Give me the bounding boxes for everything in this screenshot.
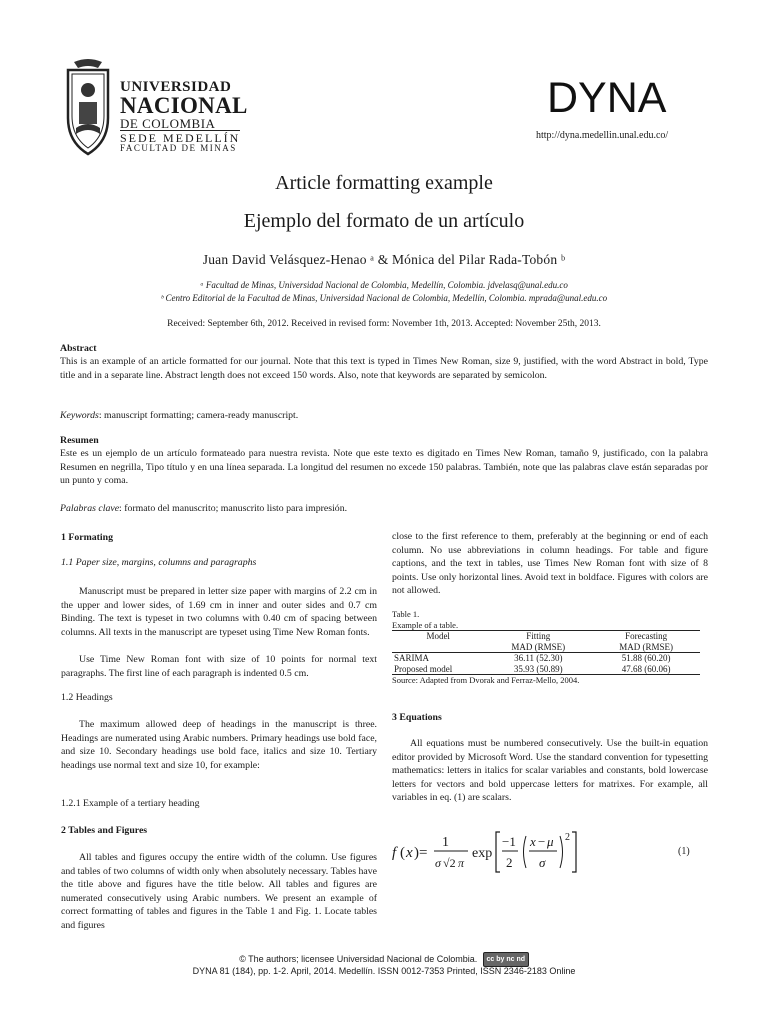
table-subheader: MAD (RMSE) <box>619 641 673 652</box>
table-cell: 51.88 (60.20) <box>621 653 671 663</box>
university-name-line2: NACIONAL <box>120 93 248 118</box>
abstract-keywords <box>60 409 708 423</box>
right-paragraph-1: close to the first reference to them, preferably at the beginning or end of each column. No use abbreviations in column headings. For table and figure captions, and the text in tables, use Times New Roman font with size of 8 points. Use only horizontal lines. Avoid text in boldface. Figures with colors are not allowed. <box>392 531 708 596</box>
svg-text:x: x <box>530 834 536 849</box>
university-logo <box>62 58 248 158</box>
section1-2-heading: 1.2 Headings <box>61 692 113 703</box>
data-table <box>392 630 700 675</box>
left-paragraph-3: The maximum allowed deep of headings in the manuscript is three. Headings are numerated using Arabic numbers. Primary headings use bold face, and size 10. Secondary headings use bold face, italics and size 10. Tertiary headings use normal text and size 10, for example: <box>61 719 377 771</box>
svg-text:x: x <box>406 845 413 861</box>
university-name-line1: UNIVERSIDAD <box>120 79 232 95</box>
table-1 <box>392 609 708 686</box>
equation-1 <box>390 826 630 876</box>
table-header-fitting: Fitting <box>526 631 551 641</box>
right-paragraph-2: All equations must be numbered consecutively. Use the built-in equation editor provided by Microsoft Word. Use the standard convention for typesetting mathematics: letters in italics for scalar variables and constants, bold lowercase letters for vectors and bold uppercase letters for matrixes. For example, all variables in eq. (1) are scalars. <box>392 738 708 803</box>
resumen-keywords <box>60 502 708 516</box>
left-paragraph-2: Use Time New Roman font with size of 10 points for normal text paragraphs. The first line of each paragraph is indented 0.5 cm. <box>61 654 377 679</box>
palabras-clave-label: Palabras clave <box>60 503 120 514</box>
footer-copyright <box>0 952 768 967</box>
svg-text:σ: σ <box>435 856 441 870</box>
keywords-label: Keywords <box>60 410 99 421</box>
journal-url[interactable]: http://dyna.medellin.unal.edu.co/ <box>536 130 669 141</box>
svg-text:π: π <box>458 856 465 870</box>
table-label: Table 1. <box>392 609 420 619</box>
table-cell: 35.93 (50.89) <box>513 663 563 674</box>
article-title-es: Ejemplo del formato de un artículo <box>243 210 525 232</box>
svg-text:μ: μ <box>547 834 554 849</box>
equation-number: (1) <box>678 846 690 857</box>
cc-license-badge-icon: cc by nc nd <box>483 952 529 967</box>
palabras-clave-text: : formato del manuscrito; manuscrito listo para impresión. <box>119 503 348 514</box>
svg-text:exp: exp <box>472 846 493 861</box>
svg-text:(: ( <box>400 845 405 861</box>
svg-text:)=: )= <box>414 845 428 861</box>
article-title-en: Article formatting example <box>275 172 493 194</box>
received-dates: Received: September 6th, 2012. Received in revised form: November 1th, 2013. Accepted: November 25th, 2013. <box>167 319 601 329</box>
table-subheader <box>392 642 484 653</box>
table-cell: SARIMA <box>394 653 430 663</box>
article-authors: Juan David Velásquez-Henao ᵃ & Mónica del Pilar Rada-Tobón ᵇ <box>202 252 566 267</box>
svg-text:−1: −1 <box>502 834 516 849</box>
table-subheader: MAD (RMSE) <box>511 641 566 652</box>
university-crest-icon <box>62 58 114 158</box>
svg-text:√2: √2 <box>443 856 456 870</box>
table-source: Source: Adapted from Dvorak and Ferraz-Mello, 2004. <box>392 675 580 685</box>
abstract-heading: Abstract <box>60 343 97 354</box>
university-campus: SEDE MEDELLÍN <box>120 131 241 145</box>
university-name-line3: DE COLOMBIA <box>120 116 216 131</box>
table-caption: Example of a table. <box>392 619 459 630</box>
section2-heading: 2 Tables and Figures <box>61 825 148 836</box>
affiliation-a: ᵃ Facultad de Minas, Universidad Nacional de Colombia, Medellín, Colombia. jdvelasq@unal.edu.co <box>200 280 568 290</box>
svg-text:−: − <box>538 834 546 849</box>
journal-name: DYNA <box>547 74 667 122</box>
section1-1-heading: 1.1 Paper size, margins, columns and paragraphs <box>61 557 257 568</box>
table-row <box>392 664 700 675</box>
table-cell: 36.11 (52.30) <box>514 653 563 663</box>
svg-text:2: 2 <box>565 832 570 843</box>
keywords-text: : manuscript formatting; camera-ready manuscript. <box>98 410 299 421</box>
abstract-text: This is an example of an article formatted for our journal. Note that this text is typed in Times New Roman, size 9, justified, with the word Abstract in bold, Type title and in a separate line. Abstract length does not exceed 150 words. Also, note that keywords are separated by semicolon. <box>60 356 708 381</box>
svg-text:1: 1 <box>442 835 449 850</box>
table-cell: 47.68 (60.06) <box>621 663 671 674</box>
left-paragraph-4: All tables and figures occupy the entire width of the column. Use figures and tables of two columns of width only when absolutely necessary. Tables have the title above and figures have the title below. All tables and figures are numerated consecutively using Arabic numbers. We present an example of correct formatting of tables and figures in the Table 1 and Fig. 1. Locate tables and figures <box>61 852 377 931</box>
table-row <box>392 653 700 664</box>
affiliation-b: ᵇ Centro Editorial de la Facultad de Minas, Universidad Nacional de Colombia, Medellín, Colombia. mprada@unal.edu.co <box>160 293 608 303</box>
footer-copyright-text: © The authors; licensee Universidad Nacional de Colombia. <box>239 953 478 964</box>
resumen-heading: Resumen <box>60 435 99 446</box>
left-paragraph-1: Manuscript must be prepared in letter size paper with margins of 2.2 cm in the upper and lower sides, of 1.69 cm in inner and outer sides and 0.7 cm Binding. The text is typeset in two columns with 0.40 cm of spacing between columns. All texts in the manuscript are typeset using Time New Roman fonts. <box>61 586 377 638</box>
resumen-text: Este es un ejemplo de un artículo formateado para nuestra revista. Note que este texto es digitado en Times New Roman, tamaño 9, justificado, con la palabra Resumen en negrilla, Tipo título y en una línea separada. La longitud del resumen no excede 150 palabras. También, note que las palabras clave están separadas por un punto y coma. <box>60 448 708 486</box>
section1-heading: 1 Formating <box>61 532 113 543</box>
svg-text:2: 2 <box>506 855 513 870</box>
svg-text:f: f <box>392 845 397 861</box>
university-faculty: FACULTAD DE MINAS <box>120 143 237 153</box>
footer-citation: DYNA 81 (184), pp. 1-2. April, 2014. Medellín. ISSN 0012-7353 Printed, ISSN 2346-2183 Online <box>192 966 576 976</box>
svg-text:σ: σ <box>539 855 546 870</box>
table-cell: Proposed model <box>394 663 453 674</box>
table-header-forecasting: Forecasting <box>625 631 668 641</box>
section3-heading: 3 Equations <box>392 712 442 723</box>
section1-2-1-heading: 1.2.1 Example of a tertiary heading <box>61 798 200 809</box>
table-header-model: Model <box>426 631 450 641</box>
